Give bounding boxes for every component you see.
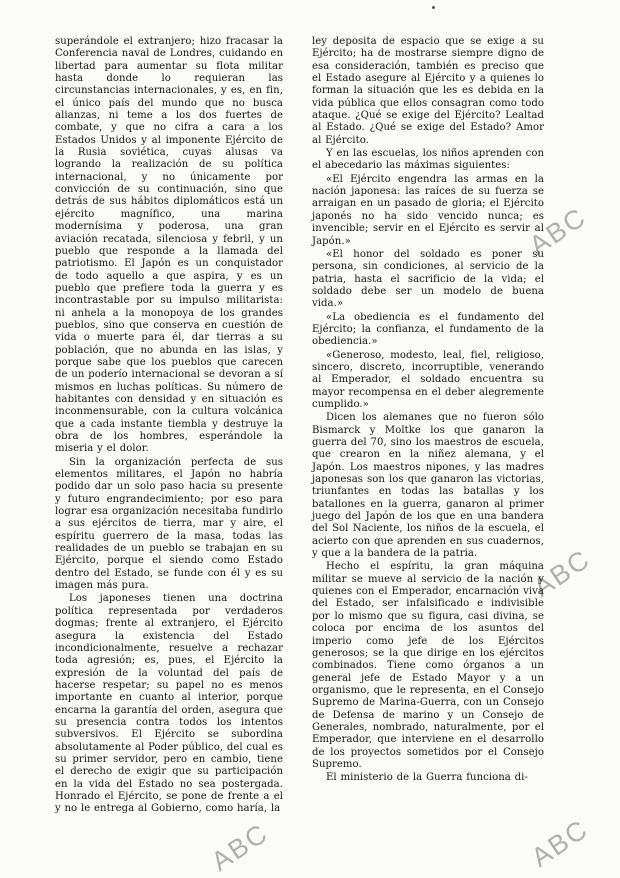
- print-speck: [432, 6, 435, 9]
- abc-watermark: ABC: [524, 201, 592, 261]
- paragraph: Sin la organización perfecta de sus elementos militares, el Japón no habría podido dar un solo paso hacia su presente y futuro engrandecimiento; por eso para lograr esa organización necesitaba fundirlo a sus ejércitos de tierra, mar y aire, el espíritu guerrero de la masa, todas las realidades de un pueblo se trabajan en su Ejército, porque el siendo como Estado dentro del Estado, se funde con él y es su imagen más pura.: [55, 456, 283, 592]
- paragraph: Los japoneses tienen una doctrina política representada por verdaderos dogmas; frente al extranjero, el Ejército asegura la existencia del Estado incondicionalmente, resuelve a rechazar toda agresión; es, pues, el Ejército la expresión de la voluntad del país de hacerse respetar; su papel no es menos importante en cuanto al interior, porque encarna la garantía del orden, asegura que su presencia contra todos los intentos subversivos. El Ejército se subordina absolutamente al Poder público, del cual es su primer servidor, pero en cambio, tiene el derecho de exigir que su participación en la vida del Estado no sea postergada. Honrado el Ejército, se pone de frente a el y no le entrega al Gobierno, como haría, la: [55, 593, 284, 815]
- paragraph: Dicen los alemanes que no fueron sólo Bismarck y Moltke los que ganaron la guerra del 70, sino los maestros de escuela, que crearon en la niñez alemana, y el Japón. Los maestros nipones, y las madres japonesas son los que ganaron las victorias, triunfantes en todas las batallas y los batallones en la guerra, ganaron al primer juego del Japón de los que en una bandera del Sol Naciente, los niños de la escuela, el acierto con que aprenden en sus cuadernos, y que a la bandera de la patria.: [312, 412, 544, 560]
- paragraph: Hecho el espíritu, la gran máquina militar se mueve al servicio de la nación y quienes con el Emperador, encarnación viva del Estado, ser infalsificado e indivisible por lo mismo que su figura, casi divina, se coloca por encima de los asuntos del imperio como jefe de los Ejércitos generosos; se la que dirige en los ejércitos combinados. Tiene como órganos a un general jefe de Estado Mayor y a un organismo, que le representa, en el Consejo Supremo de Marina-Guerra, con un Consejo de Defensa de marino y un Consejo de Generales, nombrado, naturalmente, por el Emperador, que interviene en el desarrollo de los proyectos sometidos por el Consejo Supremo.: [312, 561, 544, 770]
- paragraph: El ministerio de la Guerra funciona di-: [326, 772, 528, 784]
- quote-paragraph: «Generoso, modesto, leal, fiel, religioso, sincero, discreto, incorruptible, venerando al Emperador, el soldado encuentra su mayor recompensa en el deber alegremente cumplido.»: [312, 349, 544, 410]
- abc-watermark: ABC: [206, 817, 274, 877]
- paragraph: superándole el extranjero; hizo fracasar la Conferencia naval de Londres, cuidando en libertad para aumentar su flota militar hasta donde lo requieran las circunstancias internacionales, y es, en fin, el único país del mundo que no busca alianzas, ni teme a los dos fuertes de combate, y que no cifra a cara a los Estados Unidos y al imponente Ejército de la Rusia soviética, cuyas alusas va logrando la realización de su política internacional, y no únicamente por convicción de su continuación, sino que detrás de sus hábitos diplomáticos está un ejército magnífico, una marina modernísima y poderosa, una gran aviación recatada, silenciosa y febril, y un pueblo que responde a la llamada del patriotismo. El Japón es un conquistador de todo aquello a que aspira, y es un pueblo que prefiere toda la guerra y es incontrastable por su impulso militarista: ni anhela a la monopoya de los grandes pueblos, sino que conserva en cuestión de vida o muerte para él, dar tierras a su población, que no abunda en las islas, y porque sabe que los pueblos que carecen de un poderío internacional se devoran a sí mismos en luchas políticas. Su número de habitantes con densidad y en situación es inconmensurable, con la cultura volcánica que a cada instante tiembla y destruye la obra de los hombres, esperándole la miseria y el dolor.: [55, 36, 283, 455]
- quote-paragraph: «El honor del soldado es poner su persona, sin condiciones, al servicio de la patria, hasta el sacrificio de la vida; el soldado debe ser un modelo de buena vida.»: [312, 248, 544, 310]
- quote-paragraph: «El Ejército engendra las armas en la nación japonesa: las raíces de su fuerza se arraigan en un pasado de gloria; el Ejército japonés no ha sido vencido nunca; es invencible; servir en el Ejército es servir al Japón.»: [312, 173, 544, 247]
- right-column: [312, 36, 544, 785]
- paragraph: ley deposita de espacio que se exige a su Ejército; ha de mostrarse siempre digno de esa consideración, también es preciso que el Estado asegure al Ejército y a quienes lo forman la situación que les es debida en la vida pública que ellos consagran como todo ataque. ¿Qué se exige del Ejército? Lealtad al Estado. ¿Qué se exige del Estado? Amor al Ejército.: [312, 36, 544, 146]
- abc-watermark: ABC: [528, 543, 596, 603]
- paragraph: Y en las escuelas, los niños aprenden con el abecedario las máximas siguientes:: [312, 148, 544, 172]
- abc-watermark: ABC: [526, 813, 594, 873]
- quote-paragraph: «La obediencia es el fundamento del Ejército; la confianza, el fundamento de la obediencia.»: [312, 311, 544, 348]
- left-column: [55, 36, 283, 816]
